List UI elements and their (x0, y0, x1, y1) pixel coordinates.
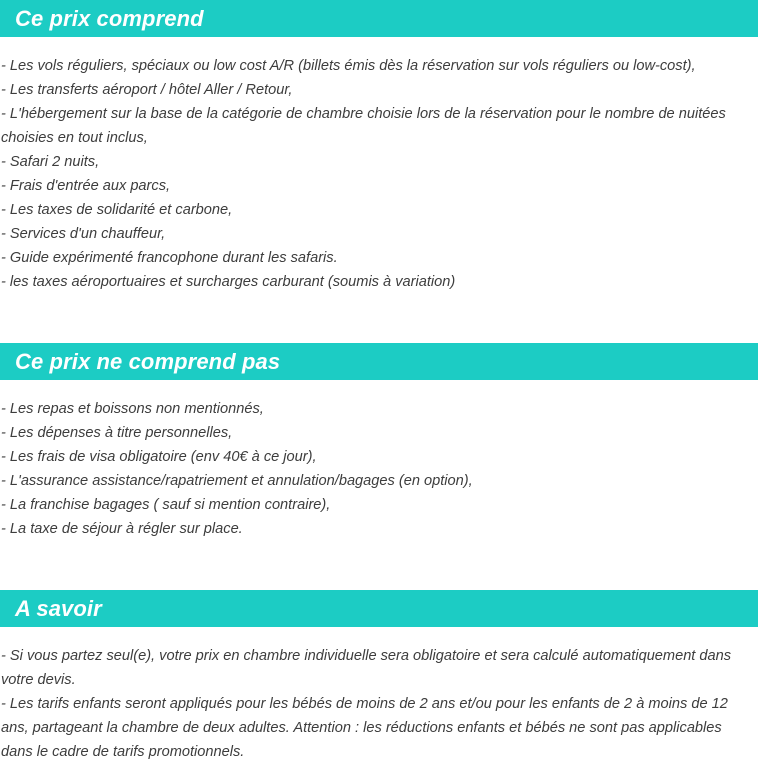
list-item: - La franchise bagages ( sauf si mention contraire), (1, 497, 331, 513)
info-list (0, 644, 753, 764)
list-item: - Les vols réguliers, spéciaux ou low cost A/R (billets émis dès la réservation sur vols réguliers ou low-cost), (1, 58, 696, 74)
section-good-to-know (0, 590, 758, 764)
section-price-includes (0, 0, 758, 294)
inclusion-list (0, 54, 753, 294)
section-header (0, 590, 758, 627)
list-item: - Les transferts aéroport / hôtel Aller / Retour, (1, 82, 293, 98)
list-item: - les taxes aéroportuaires et surcharges carburant (soumis à variation) (1, 274, 456, 290)
list-item: - Les tarifs enfants seront appliqués pour les bébés de moins de 2 ans et/ou pour les enfants de 2 à moins de 12 ans, partageant la chambre de deux adultes. Attention : les réductions enfants et bébés ne sont pas applicables dans le cadre de tarifs promotionnels. (1, 696, 728, 760)
list-item: - L'assurance assistance/rapatriement et annulation/bagages (en option), (1, 473, 473, 489)
section-title: A savoir (15, 595, 102, 621)
list-item: - Les taxes de solidarité et carbone, (1, 202, 233, 218)
list-item: - La taxe de séjour à régler sur place. (1, 521, 243, 537)
list-item: - Les frais de visa obligatoire (env 40€ à ce jour), (1, 449, 317, 465)
list-item: - Services d'un chauffeur, (1, 226, 166, 242)
list-item: - Les repas et boissons non mentionnés, (1, 401, 264, 417)
list-item: - Guide expérimenté francophone durant les safaris. (1, 250, 338, 266)
section-price-excludes (0, 343, 758, 541)
list-item: - Safari 2 nuits, (1, 154, 100, 170)
section-header (0, 343, 758, 380)
list-item: - Si vous partez seul(e), votre prix en chambre individuelle sera obligatoire et sera calculé automatiquement dans votre devis. (1, 648, 732, 688)
exclusion-list (0, 397, 753, 541)
list-item: - L'hébergement sur la base de la catégorie de chambre choisie lors de la réservation pour le nombre de nuitées choisies en tout inclus, (1, 106, 726, 146)
section-title: Ce prix comprend (15, 5, 204, 31)
section-header (0, 0, 758, 37)
list-item: - Frais d'entrée aux parcs, (1, 178, 171, 194)
list-item: - Les dépenses à titre personnelles, (1, 425, 233, 441)
section-title: Ce prix ne comprend pas (15, 348, 281, 374)
